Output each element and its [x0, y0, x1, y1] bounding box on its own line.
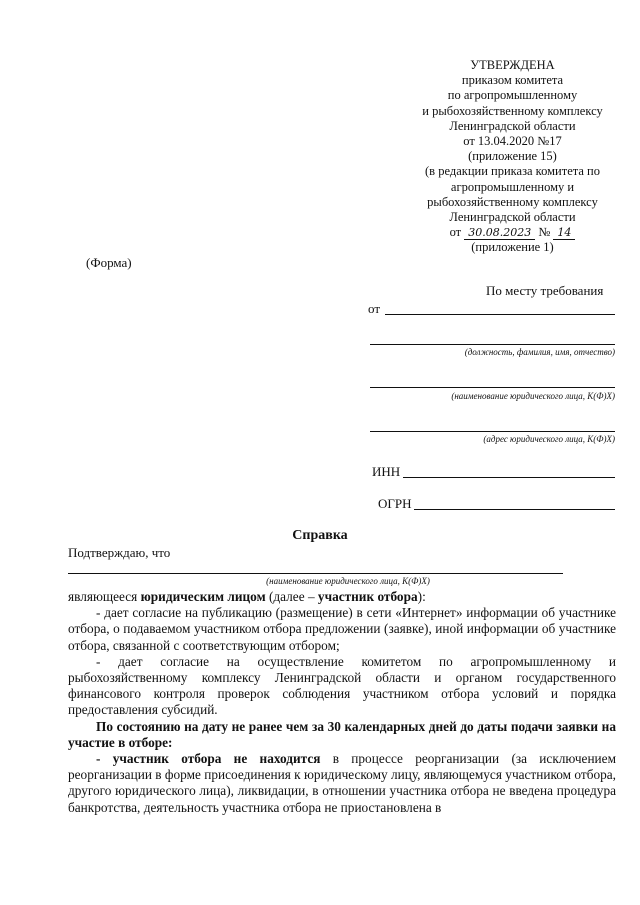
addressee: По месту требования: [486, 283, 604, 298]
org-name-body-caption: (наименование юридического лица, К(Ф)Х): [266, 576, 430, 586]
approval-date-line: [390, 225, 635, 240]
handwritten-number: 14: [553, 226, 575, 240]
handwritten-date: 30.08.2023: [464, 226, 535, 240]
approval-line: (в редакции приказа комитета по: [425, 164, 600, 179]
position-caption: (должность, фамилия, имя, отчество): [464, 347, 615, 357]
body-text: [68, 589, 616, 816]
date-prefix: от: [449, 225, 462, 240]
ogrn-field-line[interactable]: [414, 509, 615, 510]
from-field-line[interactable]: [385, 314, 615, 315]
body-paragraph: - дает согласие на публикацию (размещение) в сети «Интернет» информации об участнике отбора, о подаваемом участником отбора предложении (заявке), иной информации об участнике отбора, связанной с соответствующим отбором;: [68, 605, 616, 653]
from-label: от: [368, 301, 381, 316]
org-name-body-field-line[interactable]: [68, 573, 563, 574]
org-address-caption: (адрес юридического лица, К(Ф)Х): [483, 434, 615, 444]
body-paragraph: - дает согласие на осуществление комитетом по агропромышленному и рыбохозяйственному комплексу Ленинградской области и органом государственного финансового контроля проверок соблюдения участником отбора условий и порядка предоставления субсидий.: [68, 653, 616, 718]
approval-line: от 13.04.2020 №17: [463, 134, 562, 149]
approval-line: Ленинградской области: [449, 118, 576, 133]
body-paragraph: - участник отбора не находится в процессе реорганизации (за исключением реорганизации в форме присоединения к юридическому лицу, являющемуся участником отбора, другого юридического лица), ликвидации, в отношении участника отбора не введена процедура банкротства, деятельность участника отбора не приостановлена в: [68, 751, 616, 815]
approval-line: Ленинградской области: [449, 210, 576, 225]
approval-line: по агропромышленному: [447, 88, 578, 103]
org-name-field-line[interactable]: [370, 387, 615, 388]
number-prefix: №: [538, 225, 551, 240]
body-paragraph-bold: По состоянию на дату не ранее чем за 30 календарных дней до даты подачи заявки на участие в отборе:: [68, 718, 616, 750]
org-address-field-line[interactable]: [370, 431, 615, 432]
approval-line: агропромышленному и: [450, 179, 575, 194]
approval-line: (приложение 15): [468, 149, 557, 164]
form-label: (Форма): [86, 255, 132, 270]
inn-field-line[interactable]: [403, 477, 615, 478]
position-field-line[interactable]: [370, 344, 615, 345]
confirm-text: Подтверждаю, что: [68, 545, 171, 560]
approval-line: и рыбохозяйственному комплексу: [422, 103, 603, 118]
inn-label: ИНН: [372, 464, 401, 479]
org-name-caption: (наименование юридического лица, К(Ф)Х): [451, 391, 615, 401]
document-title: Справка: [292, 528, 348, 543]
body-paragraph: являющееся юридическим лицом (далее – участник отбора):: [68, 589, 426, 604]
approval-title: УТВЕРЖДЕНА: [470, 58, 555, 72]
approval-appendix: (приложение 1): [471, 240, 554, 255]
approval-block: [390, 58, 635, 256]
approval-line: приказом комитета: [461, 73, 564, 88]
ogrn-label: ОГРН: [378, 496, 412, 511]
approval-line: рыбохозяйственному комплексу: [427, 194, 598, 209]
